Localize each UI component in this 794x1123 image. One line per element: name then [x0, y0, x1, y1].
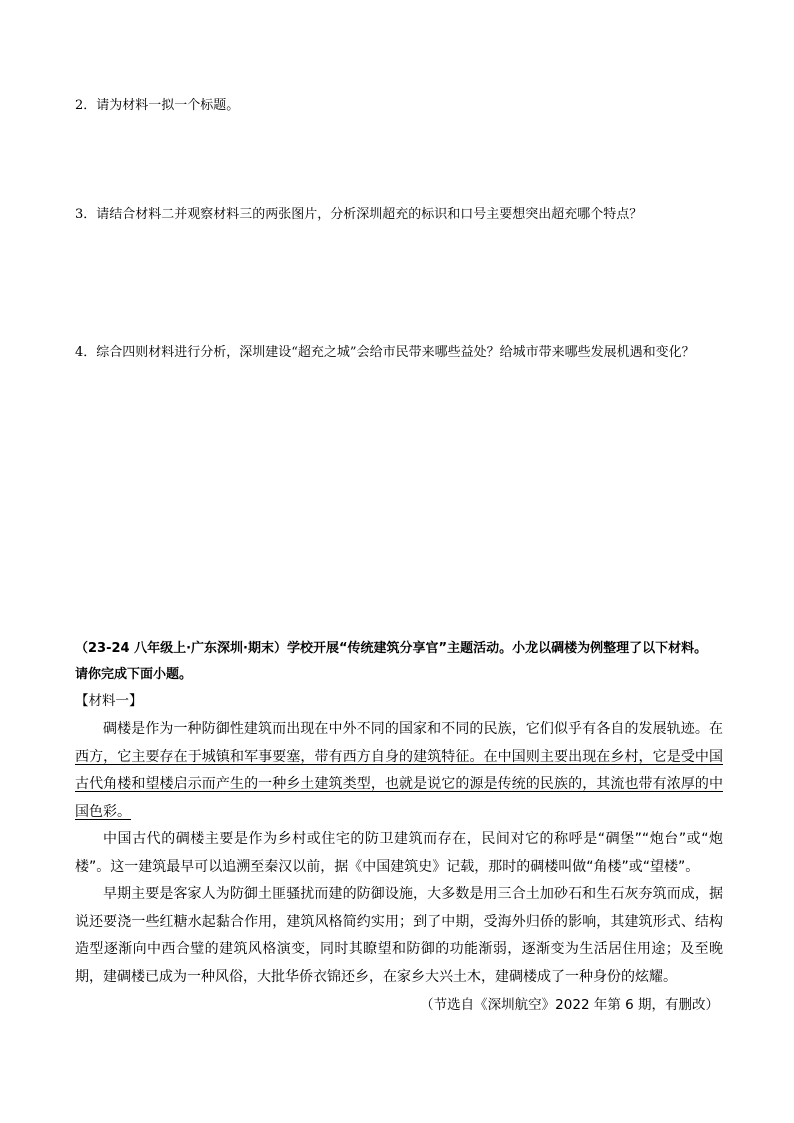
material-paragraph-2: 中国古代的碉楼主要是作为乡村或住宅的防卫建筑而存在，民间对它的称呼是“碉堡”“炮台”或“炮楼”。这一建筑最早可以追溯至秦汉以前，据《中国建筑史》记载，那时的碉楼叫做“角楼”或“望楼”。: [75, 831, 723, 875]
question-4: 4．综合四则材料进行分析，深圳建设“超充之城”会给市民带来哪些益处？给城市带来哪些发展机遇和变化？: [75, 345, 695, 360]
material-one-label: 【材料一】: [75, 693, 143, 709]
source-citation: （节选自《深圳航空》2022 年第 6 期，有删改）: [420, 997, 719, 1013]
paragraph-1-plain: 碉楼是作为一种防御性建筑而出现在中外不同的国家和不同的民族，它们似乎有各自的发展轨迹。在: [103, 721, 723, 737]
material-paragraph-3: 早期主要是客家人为防御土匪骚扰而建的防御设施，大多数是用三合土加砂石和生石灰夯筑而成，据说还要浇一些红糖水起黏合作用，建筑风格简约实用；到了中期，受海外归侨的影响，其建筑形式、结构造型逐渐向中西合璧的建筑风格演变，同时其瞭望和防御的功能渐弱，逐渐变为生活居住用途；及至晚期，建碉楼已成为一种风俗，大批华侨衣锦还乡，在家乡大兴土木，建碉楼成了一种身份的炫耀。: [75, 886, 723, 985]
question-2: 2．请为材料一拟一个标题。: [75, 98, 240, 113]
material-one-body: [75, 716, 723, 991]
material-paragraph-1: [75, 716, 723, 826]
question-3: 3．请结合材料二并观察材料三的两张图片，分析深圳超充的标识和口号主要想突出超充哪个特点？: [75, 207, 643, 222]
reading-intro: （23-24 八年级上·广东深圳·期末）学校开展“传统建筑分享官”主题活动。小龙以碉楼为例整理了以下材料。请你完成下面小题。: [75, 641, 708, 682]
paragraph-1-underlined: 西方，它主要存在于城镇和军事要塞，带有西方自身的建筑特征。在中国则主要出现在乡村，它是受中国古代角楼和望楼启示而产生的一种乡土建筑类型，也就是说它的源是传统的民族的，其流也带有浓厚的中国色彩。: [75, 748, 723, 820]
